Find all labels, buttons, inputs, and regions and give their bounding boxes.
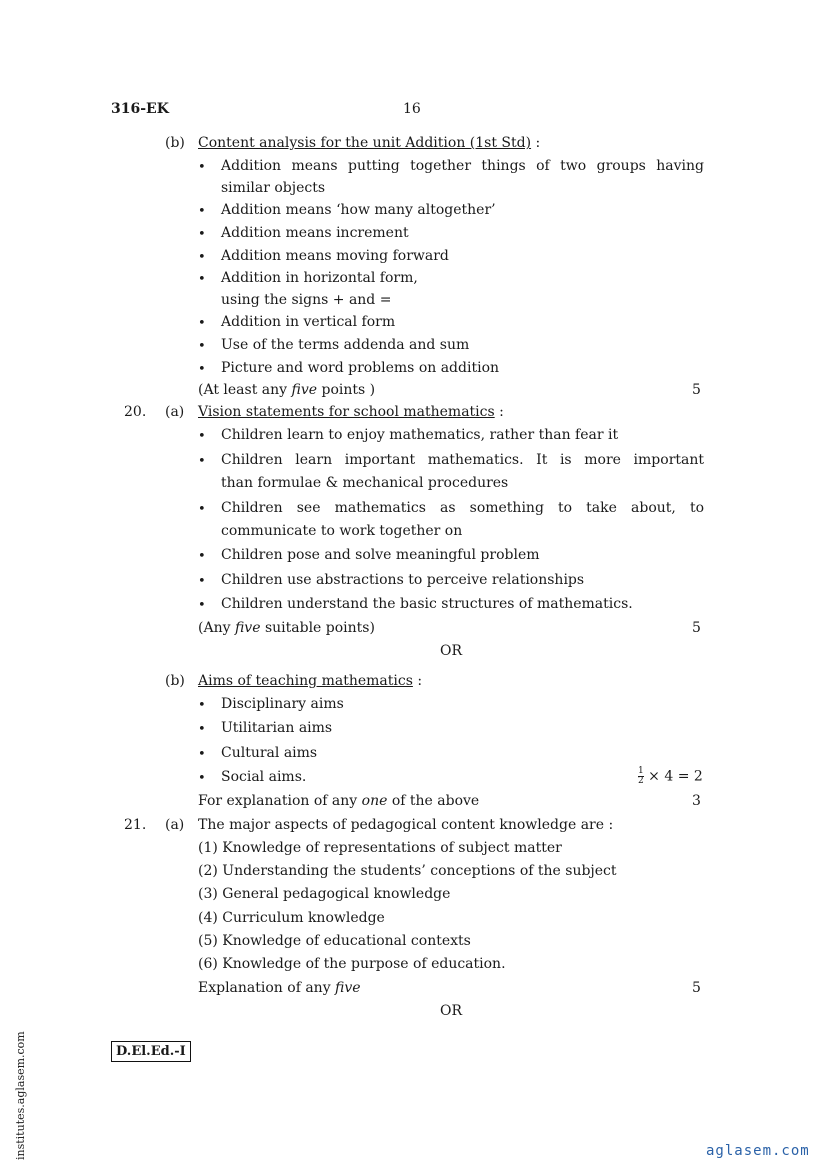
bullet-icon: • [198,250,206,265]
list-item-continued: than formulae & mechanical procedures [221,475,509,491]
q19b-note: (At least any five points ) [198,382,376,398]
list-item: Children learn important mathematics. It is more important [221,452,704,468]
list-item-continued: similar objects [221,180,326,196]
list-item-continued: communicate to work together on [221,523,463,539]
list-item: Use of the terms addenda and sum [221,337,470,353]
list-item: Social aims. [221,769,307,785]
q20a-note: (Any five suitable points) [198,620,375,636]
bullet-icon: • [198,362,206,377]
list-item: Addition means putting together things of two groups having [221,158,704,174]
q20b-marks-formula: $\frac{1}{2}$ × 4 = 2 [638,766,703,786]
q19b-label: (b) [165,135,185,151]
q20b-label: (b) [165,673,185,689]
paper-code: 316-EK [111,101,169,117]
list-item: Children see mathematics as something to take about, to [221,500,704,516]
list-item: Addition means increment [221,225,409,241]
q20b-marks: 3 [692,793,701,809]
course-code-box: D.El.Ed.-I [111,1041,191,1062]
q20-number: 20. [124,404,147,420]
list-item: (5) Knowledge of educational contexts [198,933,471,949]
bullet-icon: • [198,598,206,613]
bullet-icon: • [198,747,206,762]
list-item: Addition in horizontal form, [221,270,418,286]
list-item: Children understand the basic structures of mathematics. [221,596,633,612]
q21a-intro: The major aspects of pedagogical content knowledge are : [198,817,614,833]
q19b-marks: 5 [692,382,701,398]
q19b-heading: Content analysis for the unit Addition (1st Std) : [198,135,541,151]
list-item: Picture and word problems on addition [221,360,500,376]
q21a-marks: 5 [692,980,701,996]
bullet-icon: • [198,204,206,219]
bullet-icon: • [198,227,206,242]
list-item: (4) Curriculum knowledge [198,910,385,926]
q20a-title: Vision statements for school mathematics [198,404,495,420]
list-item: (3) General pedagogical knowledge [198,886,451,902]
or-separator: OR [440,643,463,659]
side-watermark: institutes.aglasem.com [14,1031,27,1160]
list-item: Addition in vertical form [221,314,396,330]
bullet-icon: • [198,722,206,737]
list-item: Children use abstractions to perceive relationships [221,572,585,588]
list-item: (2) Understanding the students’ conceptions of the subject [198,863,617,879]
brand-link[interactable]: aglasem.com [706,1143,810,1159]
bullet-icon: • [198,454,206,469]
q20b-note: For explanation of any one of the above [198,793,480,809]
page-number: 16 [403,101,421,117]
q19b-title: Content analysis for the unit Addition (1st Std) [198,135,532,151]
q21a-label: (a) [165,817,185,833]
bullet-icon: • [198,160,206,175]
bullet-icon: • [198,339,206,354]
list-item: Addition means ‘how many altogether’ [221,202,496,218]
bullet-icon: • [198,574,206,589]
list-item-continued: using the signs + and = [221,292,392,308]
list-item: (6) Knowledge of the purpose of education. [198,956,506,972]
list-item: (1) Knowledge of representations of subject matter [198,840,562,856]
bullet-icon: • [198,272,206,287]
bullet-icon: • [198,429,206,444]
list-item: Cultural aims [221,745,318,761]
list-item: Children pose and solve meaningful problem [221,547,540,563]
half-fraction: $\frac{1}{2}$ [638,766,644,786]
bullet-icon: • [198,771,206,786]
list-item: Utilitarian aims [221,720,333,736]
q20b-heading: Aims of teaching mathematics : [198,673,423,689]
list-item: Disciplinary aims [221,696,344,712]
list-item: Children learn to enjoy mathematics, rather than fear it [221,427,619,443]
q20a-marks: 5 [692,620,701,636]
bullet-icon: • [198,698,206,713]
bullet-icon: • [198,549,206,564]
q20a-heading: Vision statements for school mathematics : [198,404,504,420]
or-separator: OR [440,1003,463,1019]
list-item: Addition means moving forward [221,248,449,264]
q21a-note: Explanation of any five [198,980,361,996]
q20b-title: Aims of teaching mathematics [198,673,413,689]
bullet-icon: • [198,316,206,331]
q21-number: 21. [124,817,147,833]
q20a-label: (a) [165,404,185,420]
bullet-icon: • [198,502,206,517]
